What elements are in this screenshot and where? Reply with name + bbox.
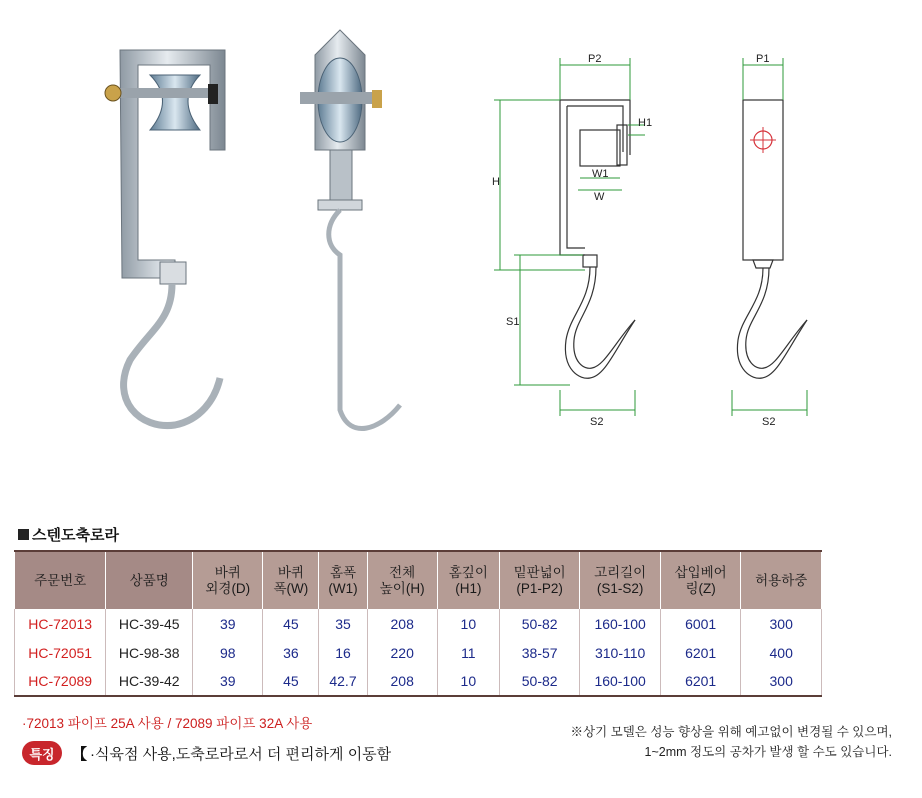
cell-value: 36: [263, 638, 319, 667]
cell-value: 6201: [660, 638, 741, 667]
cell-value: 400: [741, 638, 822, 667]
feature-text: ·식육점 사용,도축로라로서 더 편리하게 이동함: [90, 746, 392, 763]
section-title: [18, 524, 119, 545]
cell-value: 220: [367, 638, 437, 667]
header-total-height: 전체 높이(H): [367, 551, 437, 609]
cell-value: 160-100: [580, 609, 661, 638]
disclaimer: [571, 722, 892, 762]
cell-product-name: HC-39-42: [106, 667, 193, 696]
cell-value: 10: [437, 609, 499, 638]
header-wheel-diameter: 바퀴 외경(D): [193, 551, 263, 609]
header-groove-width: 홈폭 (W1): [319, 551, 367, 609]
label-p2: P2: [588, 53, 602, 65]
header-groove-depth: 홈깊이 (H1): [437, 551, 499, 609]
label-w: W: [594, 191, 605, 203]
cell-value: 300: [741, 667, 822, 696]
disclaimer-line-2: 1~2mm 정도의 공차가 발생 할 수도 있습니다.: [644, 745, 892, 759]
cell-value: 310-110: [580, 638, 661, 667]
cell-value: 38-57: [499, 638, 580, 667]
cell-product-name: HC-98-38: [106, 638, 193, 667]
cell-value: 39: [193, 667, 263, 696]
label-w1: W1: [592, 168, 609, 180]
cell-value: 208: [367, 609, 437, 638]
cell-value: 11: [437, 638, 499, 667]
cell-value: 16: [319, 638, 367, 667]
cell-value: 6201: [660, 667, 741, 696]
cell-order-number: HC-72051: [15, 638, 106, 667]
cell-order-number: HC-72089: [15, 667, 106, 696]
header-order-number: 주문번호: [15, 551, 106, 609]
cell-value: 300: [741, 609, 822, 638]
disclaimer-line-1: ※상기 모델은 성능 향상을 위해 예고없이 변경될 수 있으며,: [570, 725, 892, 739]
cell-value: 45: [263, 609, 319, 638]
cell-value: 160-100: [580, 667, 661, 696]
cell-value: 6001: [660, 609, 741, 638]
label-s2-left: S2: [590, 416, 604, 428]
cell-value: 35: [319, 609, 367, 638]
header-wheel-width: 바퀴 폭(W): [263, 551, 319, 609]
header-hook-length: 고리길이 (S1-S2): [580, 551, 661, 609]
header-base-width: 밑판넓이 (P1-P2): [499, 551, 580, 609]
table-header-row: [15, 551, 822, 609]
feature-bracket: 【: [72, 746, 88, 763]
label-s2-right: S2: [762, 416, 776, 428]
header-product-name: 상품명: [106, 551, 193, 609]
label-h1: H1: [638, 117, 653, 129]
label-s1: S1: [506, 316, 520, 328]
label-p1: P1: [756, 53, 770, 65]
product-photos: [0, 0, 470, 470]
pipe-note: ·72013 파이프 25A 사용 / 72089 파이프 32A 사용: [22, 716, 313, 731]
header-allowable-load: 허용하중: [741, 551, 822, 609]
feature-badge: 특징: [22, 741, 62, 765]
cell-value: 10: [437, 667, 499, 696]
cell-product-name: HC-39-45: [106, 609, 193, 638]
cell-value: 45: [263, 667, 319, 696]
spec-table: [14, 550, 822, 697]
cell-value: 98: [193, 638, 263, 667]
roller-photo-front: [105, 50, 225, 426]
header-bearing: 삽입베어 링(Z): [660, 551, 741, 609]
cell-value: 50-82: [499, 609, 580, 638]
cell-value: 39: [193, 609, 263, 638]
section-title-text: 스텐도축로라: [32, 527, 119, 544]
technical-drawing: [480, 40, 860, 440]
roller-photo-side: [300, 30, 400, 429]
table-row: [15, 667, 822, 696]
label-h: H: [492, 176, 500, 188]
cell-value: 42.7: [319, 667, 367, 696]
square-bullet-icon: [18, 529, 29, 540]
cell-value: 208: [367, 667, 437, 696]
cell-value: 50-82: [499, 667, 580, 696]
table-row: [15, 638, 822, 667]
cell-order-number: HC-72013: [15, 609, 106, 638]
table-row: [15, 609, 822, 638]
feature-line: [72, 743, 391, 764]
